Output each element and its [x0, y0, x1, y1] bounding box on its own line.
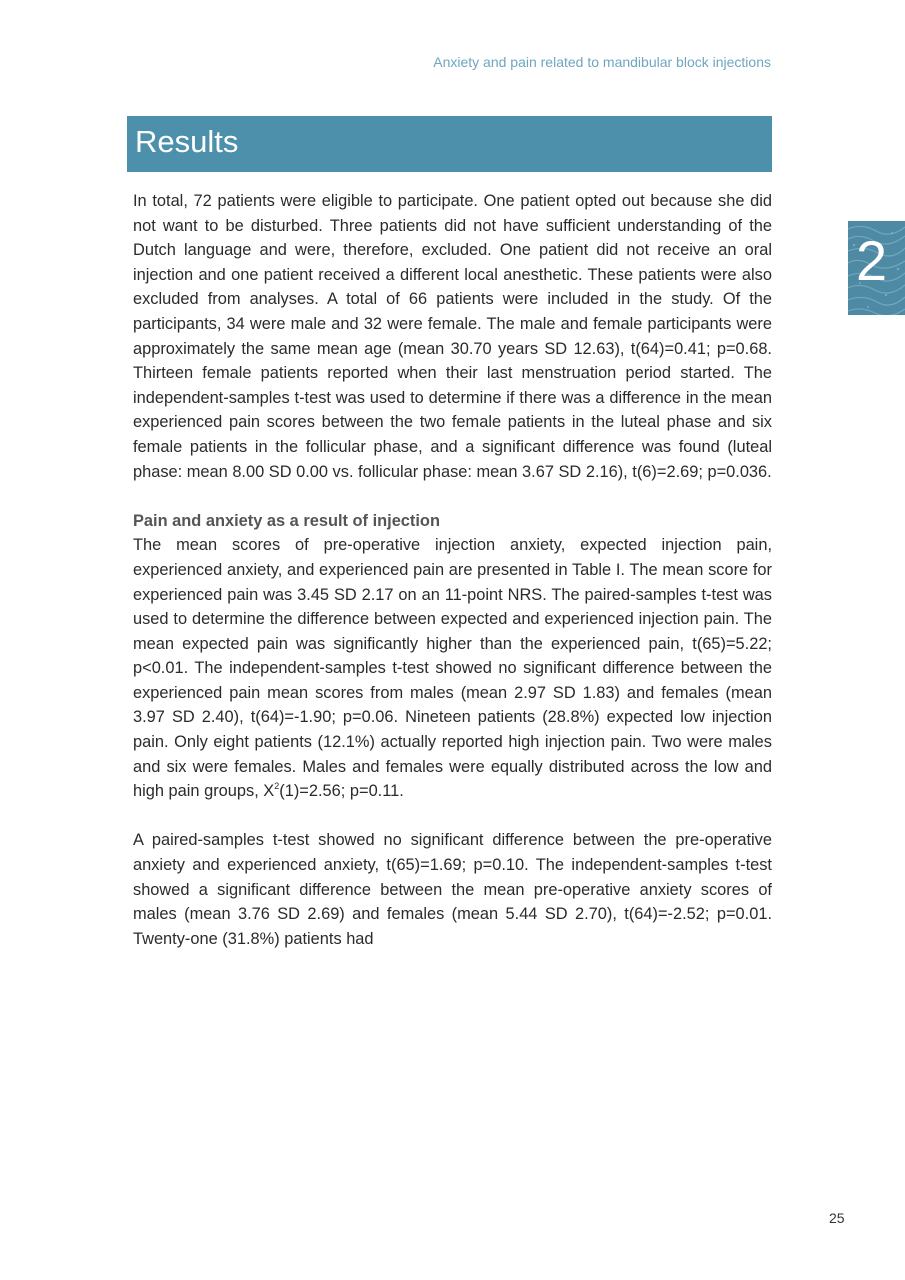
- paragraph-pain-anxiety-text: The mean scores of pre-operative injection anxiety, expected injection pain, experienced anxiety, and experienced pain are presented in Table I. The mean score for experienced pain was 3.45 SD 2.17 on an 11-point NRS. The paired-samples t-test was used to determine the difference between expected and experienced injection pain. The mean expected pain was significantly higher than the experienced pain, t(65)=5.22; p<0.01. The independent-samples t-test showed no significant difference between the experienced pain mean scores from males (mean 2.97 SD 1.83) and females (mean 3.97 SD 2.40), t(64)=-1.90; p=0.06. Nineteen patients (28.8%) expected low injection pain. Only eight patients (12.1%) actually reported high injection pain. Two were males and six were females. Males and females were equally distributed across the low and high pain groups, X: [133, 536, 772, 801]
- page-number: 25: [829, 1210, 845, 1226]
- subheading: Pain and anxiety as a result of injection: [133, 511, 440, 530]
- chapter-number: 2: [856, 229, 888, 292]
- running-header: Anxiety and pain related to mandibular block injections: [433, 54, 771, 70]
- results-body: [133, 189, 772, 951]
- chi-square-superscript: 2: [274, 781, 280, 792]
- paragraph-participants: In total, 72 patients were eligible to participate. One patient opted out because she did not want to be disturbed. Three patients did not have sufficient understanding of the Dutch language and were, therefore, excluded. One patient did not receive an oral injection and one patient received a different local anesthetic. These patients were also excluded from analyses. A total of 66 patients were included in the study. Of the participants, 34 were male and 32 were female. The male and female participants were approximately the same mean age (mean 30.70 years SD 12.63), t(64)=0.41; p=0.68. Thirteen female patients reported when their last menstruation period started. The independent-samples t-test was used to determine if there was a difference in the mean experienced pain scores between the two female patients in the luteal phase and six female patients in the follicular phase, and a significant difference was found (luteal phase: mean 8.00 SD 0.00 vs. follicular phase: mean 3.67 SD 2.16), t(6)=2.69; p=0.036.: [133, 192, 772, 481]
- chapter-tab: [848, 221, 905, 315]
- paragraph-gap: [133, 484, 772, 509]
- section-banner: [127, 116, 772, 172]
- paragraph-pain-anxiety: [133, 533, 772, 804]
- paragraph-gap: [133, 804, 772, 829]
- section-title: Results: [135, 124, 239, 159]
- paragraph-pain-anxiety-end: (1)=2.56; p=0.11.: [279, 782, 404, 801]
- paragraph-anxiety-comparison: A paired-samples t-test showed no significant difference between the pre-operative anxiety and experienced anxiety, t(65)=1.69; p=0.10. The independent-samples t-test showed a significant difference between the mean pre-operative anxiety scores of males (mean 3.76 SD 2.69) and females (mean 5.44 SD 2.70), t(64)=-2.52; p=0.01. Twenty-one (31.8%) patients had: [133, 831, 772, 948]
